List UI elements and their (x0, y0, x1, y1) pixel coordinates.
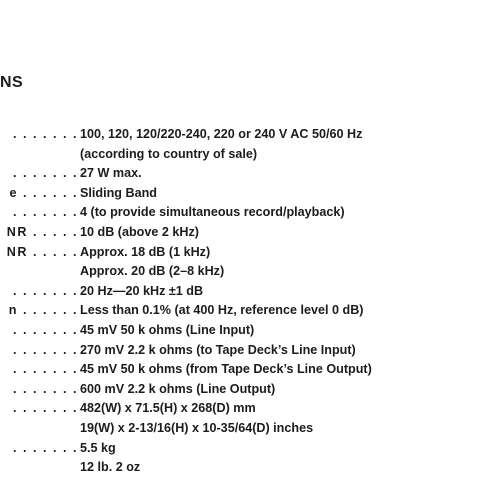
spec-row-power-consumption (0, 164, 500, 184)
spec-value: 270 mV 2.2 k ohms (to Tape Deck’s Line Input) (80, 342, 356, 357)
leader-dots-inner: . . . . . (33, 244, 78, 259)
spec-row-input-level (0, 321, 500, 341)
spec-row-output-level (0, 380, 500, 400)
spec-row-distortion (0, 301, 500, 321)
leader-dots (0, 243, 78, 263)
leader-dots-inner: . . . . . (33, 224, 78, 239)
spec-row-continuation (0, 262, 500, 282)
spec-value: 20 Hz—20 kHz ±1 dB (80, 283, 204, 298)
spec-value: 100, 120, 120/220-240, 220 or 240 V AC 50/60 Hz (80, 127, 363, 141)
spec-row-channels (0, 203, 500, 223)
spec-value: 482(W) x 71.5(H) x 268(D) mm (80, 401, 256, 416)
leader-dots-inner: . . . . . . (23, 185, 78, 200)
spec-value: 45 mV 50 k ohms (Line Input) (80, 322, 255, 337)
leader-dots (0, 184, 78, 204)
leader-dots: . . . . . . . (13, 362, 78, 377)
leader-dots: . . . . . . . (13, 322, 78, 337)
spec-row-continuation (0, 145, 500, 165)
leader-dots: . . . . . . . (13, 381, 78, 396)
spec-value: 19(W) x 2-13/16(H) x 10-35/64(D) inches (80, 420, 314, 435)
spec-value: 600 mV 2.2 k ohms (Line Output) (80, 381, 276, 396)
leader-dots: . . . . . . . (13, 205, 78, 220)
spec-value: 5.5 kg (80, 440, 116, 455)
spec-label-fragment: NR (6, 224, 28, 239)
spec-value: Approx. 18 dB (1 kHz) (80, 244, 211, 259)
leader-dots: . . . . . . . (13, 283, 78, 298)
leader-dots: . . . . . . . (13, 127, 78, 141)
spec-row-nr-type (0, 184, 500, 204)
leader-dots-inner: . . . . . . (23, 303, 78, 318)
spec-row-power-requirements (0, 125, 500, 145)
spec-row-continuation (0, 458, 500, 478)
spec-row-dimensions (0, 399, 500, 419)
spec-label-fragment: n (8, 303, 18, 318)
spec-row-nr-effect-2 (0, 243, 500, 263)
spec-label-fragment: NR (6, 244, 28, 259)
specifications-heading: NS (0, 74, 24, 91)
spec-value: 10 dB (above 2 kHz) (80, 224, 199, 239)
spec-value: Approx. 20 dB (2–8 kHz) (80, 264, 225, 279)
spec-row-nr-effect-1 (0, 223, 500, 243)
leader-dots (0, 223, 78, 243)
spec-value: 12 lb. 2 oz (80, 460, 141, 475)
spec-row-weight (0, 439, 500, 459)
spec-row-frequency-response (0, 282, 500, 302)
leader-dots: . . . . . . . (13, 440, 78, 455)
spec-value: 27 W max. (80, 166, 142, 181)
spec-value: 4 (to provide simultaneous record/playback) (80, 205, 345, 220)
spec-value: (according to country of sale) (80, 146, 258, 161)
spec-value: Sliding Band (80, 185, 157, 200)
spec-value: Less than 0.1% (at 400 Hz, reference level 0 dB) (80, 303, 364, 318)
spec-row-continuation (0, 419, 500, 439)
leader-dots: . . . . . . . (13, 166, 78, 181)
spec-label-fragment: e (9, 185, 18, 200)
leader-dots: . . . . . . . (13, 342, 78, 357)
spec-value: 45 mV 50 k ohms (from Tape Deck’s Line Output) (80, 362, 372, 377)
spec-row-tape-in-level (0, 360, 500, 380)
specifications-list (0, 125, 500, 478)
spec-row-tape-out-level (0, 341, 500, 361)
leader-dots (0, 301, 78, 321)
leader-dots: . . . . . . . (13, 401, 78, 416)
